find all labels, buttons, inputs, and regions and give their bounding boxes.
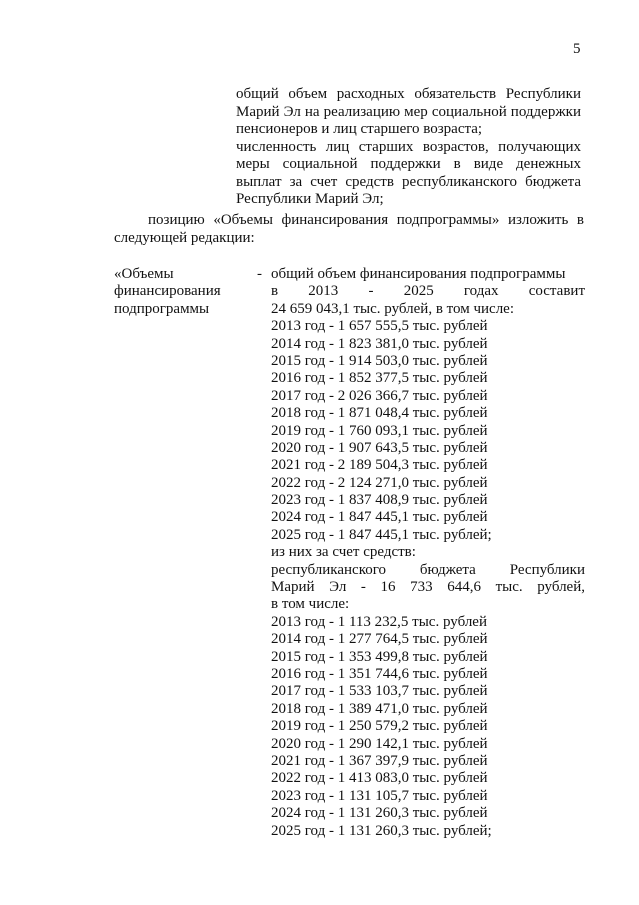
- intro-paragraph-expenditure: общий объем расходных обязательств Республики Марий Эл на реализацию мер социальной поддержки пенсионеров и лиц старшего возраста;: [236, 86, 581, 137]
- year-republic-line: 2017 год - 1 533 103,7 тыс. рублей: [271, 683, 488, 700]
- year-republic-line: 2024 год - 1 131 260,3 тыс. рублей: [271, 805, 488, 822]
- year-total-line: 2014 год - 1 823 381,0 тыс. рублей: [271, 335, 488, 352]
- republic-budget-line: Марий Эл - 16 733 644,6 тыс. рублей,: [271, 579, 585, 596]
- financing-label-line: подпрограммы: [114, 300, 210, 317]
- year-republic-line: 2022 год - 1 413 083,0 тыс. рублей: [271, 770, 488, 787]
- total-line: 24 659 043,1 тыс. рублей, в том числе:: [271, 300, 515, 317]
- year-republic-line: 2020 год - 1 290 142,1 тыс. рублей: [271, 735, 488, 752]
- year-total-line: 2025 год - 1 847 445,1 тыс. рублей;: [271, 526, 492, 543]
- year-total-line: 2015 год - 1 914 503,0 тыс. рублей: [271, 352, 488, 369]
- total-line: в 2013 - 2025 годах составит: [271, 283, 585, 300]
- funds-source-heading: из них за счет средств:: [271, 544, 416, 561]
- year-republic-line: 2019 год - 1 250 579,2 тыс. рублей: [271, 718, 488, 735]
- year-republic-line: 2016 год - 1 351 744,6 тыс. рублей: [271, 665, 488, 682]
- year-republic-line: 2023 год - 1 131 105,7 тыс. рублей: [271, 787, 488, 804]
- year-total-line: 2024 год - 1 847 445,1 тыс. рублей: [271, 509, 488, 526]
- year-total-line: 2020 год - 1 907 643,5 тыс. рублей: [271, 439, 488, 456]
- year-total-line: 2013 год - 1 657 555,5 тыс. рублей: [271, 318, 488, 335]
- year-republic-line: 2013 год - 1 113 232,5 тыс. рублей: [271, 613, 487, 630]
- year-total-line: 2021 год - 2 189 504,3 тыс. рублей: [271, 457, 488, 474]
- intro-block: [236, 86, 581, 209]
- year-total-line: 2023 год - 1 837 408,9 тыс. рублей: [271, 492, 488, 509]
- year-republic-line: 2025 год - 1 131 260,3 тыс. рублей;: [271, 822, 492, 839]
- page-number: 5: [573, 41, 581, 57]
- financing-label: [114, 266, 254, 318]
- year-republic-line: 2015 год - 1 353 499,8 тыс. рублей: [271, 648, 488, 665]
- financing-label-line: «Объемы: [114, 266, 174, 282]
- republic-budget-line: в том числе:: [271, 596, 350, 613]
- year-republic-line: 2021 год - 1 367 397,9 тыс. рублей: [271, 752, 488, 769]
- intro-paragraph-population: численность лиц старших возрастов, получающих меры социальной поддержки в виде денежных выплат за счет средств республиканского бюджета Республики Марий Эл;: [236, 138, 581, 207]
- total-line: общий объем финансирования подпрограммы: [271, 266, 566, 282]
- year-republic-line: 2018 год - 1 389 471,0 тыс. рублей: [271, 700, 488, 717]
- year-total-line: 2016 год - 1 852 377,5 тыс. рублей: [271, 370, 488, 387]
- label-dash: -: [257, 266, 262, 282]
- year-total-line: 2018 год - 1 871 048,4 тыс. рублей: [271, 405, 488, 422]
- year-total-line: 2017 год - 2 026 366,7 тыс. рублей: [271, 387, 488, 404]
- financing-label-line: финансирования: [114, 283, 221, 300]
- year-total-line: 2019 год - 1 760 093,1 тыс. рублей: [271, 422, 488, 439]
- republic-budget-line: республиканского бюджета Республики: [271, 561, 585, 578]
- financing-details: [271, 266, 585, 840]
- year-republic-line: 2014 год - 1 277 764,5 тыс. рублей: [271, 631, 488, 648]
- position-instruction: позицию «Объемы финансирования подпрограммы» изложить в следующей редакции:: [114, 212, 584, 246]
- year-total-line: 2022 год - 2 124 271,0 тыс. рублей: [271, 474, 488, 491]
